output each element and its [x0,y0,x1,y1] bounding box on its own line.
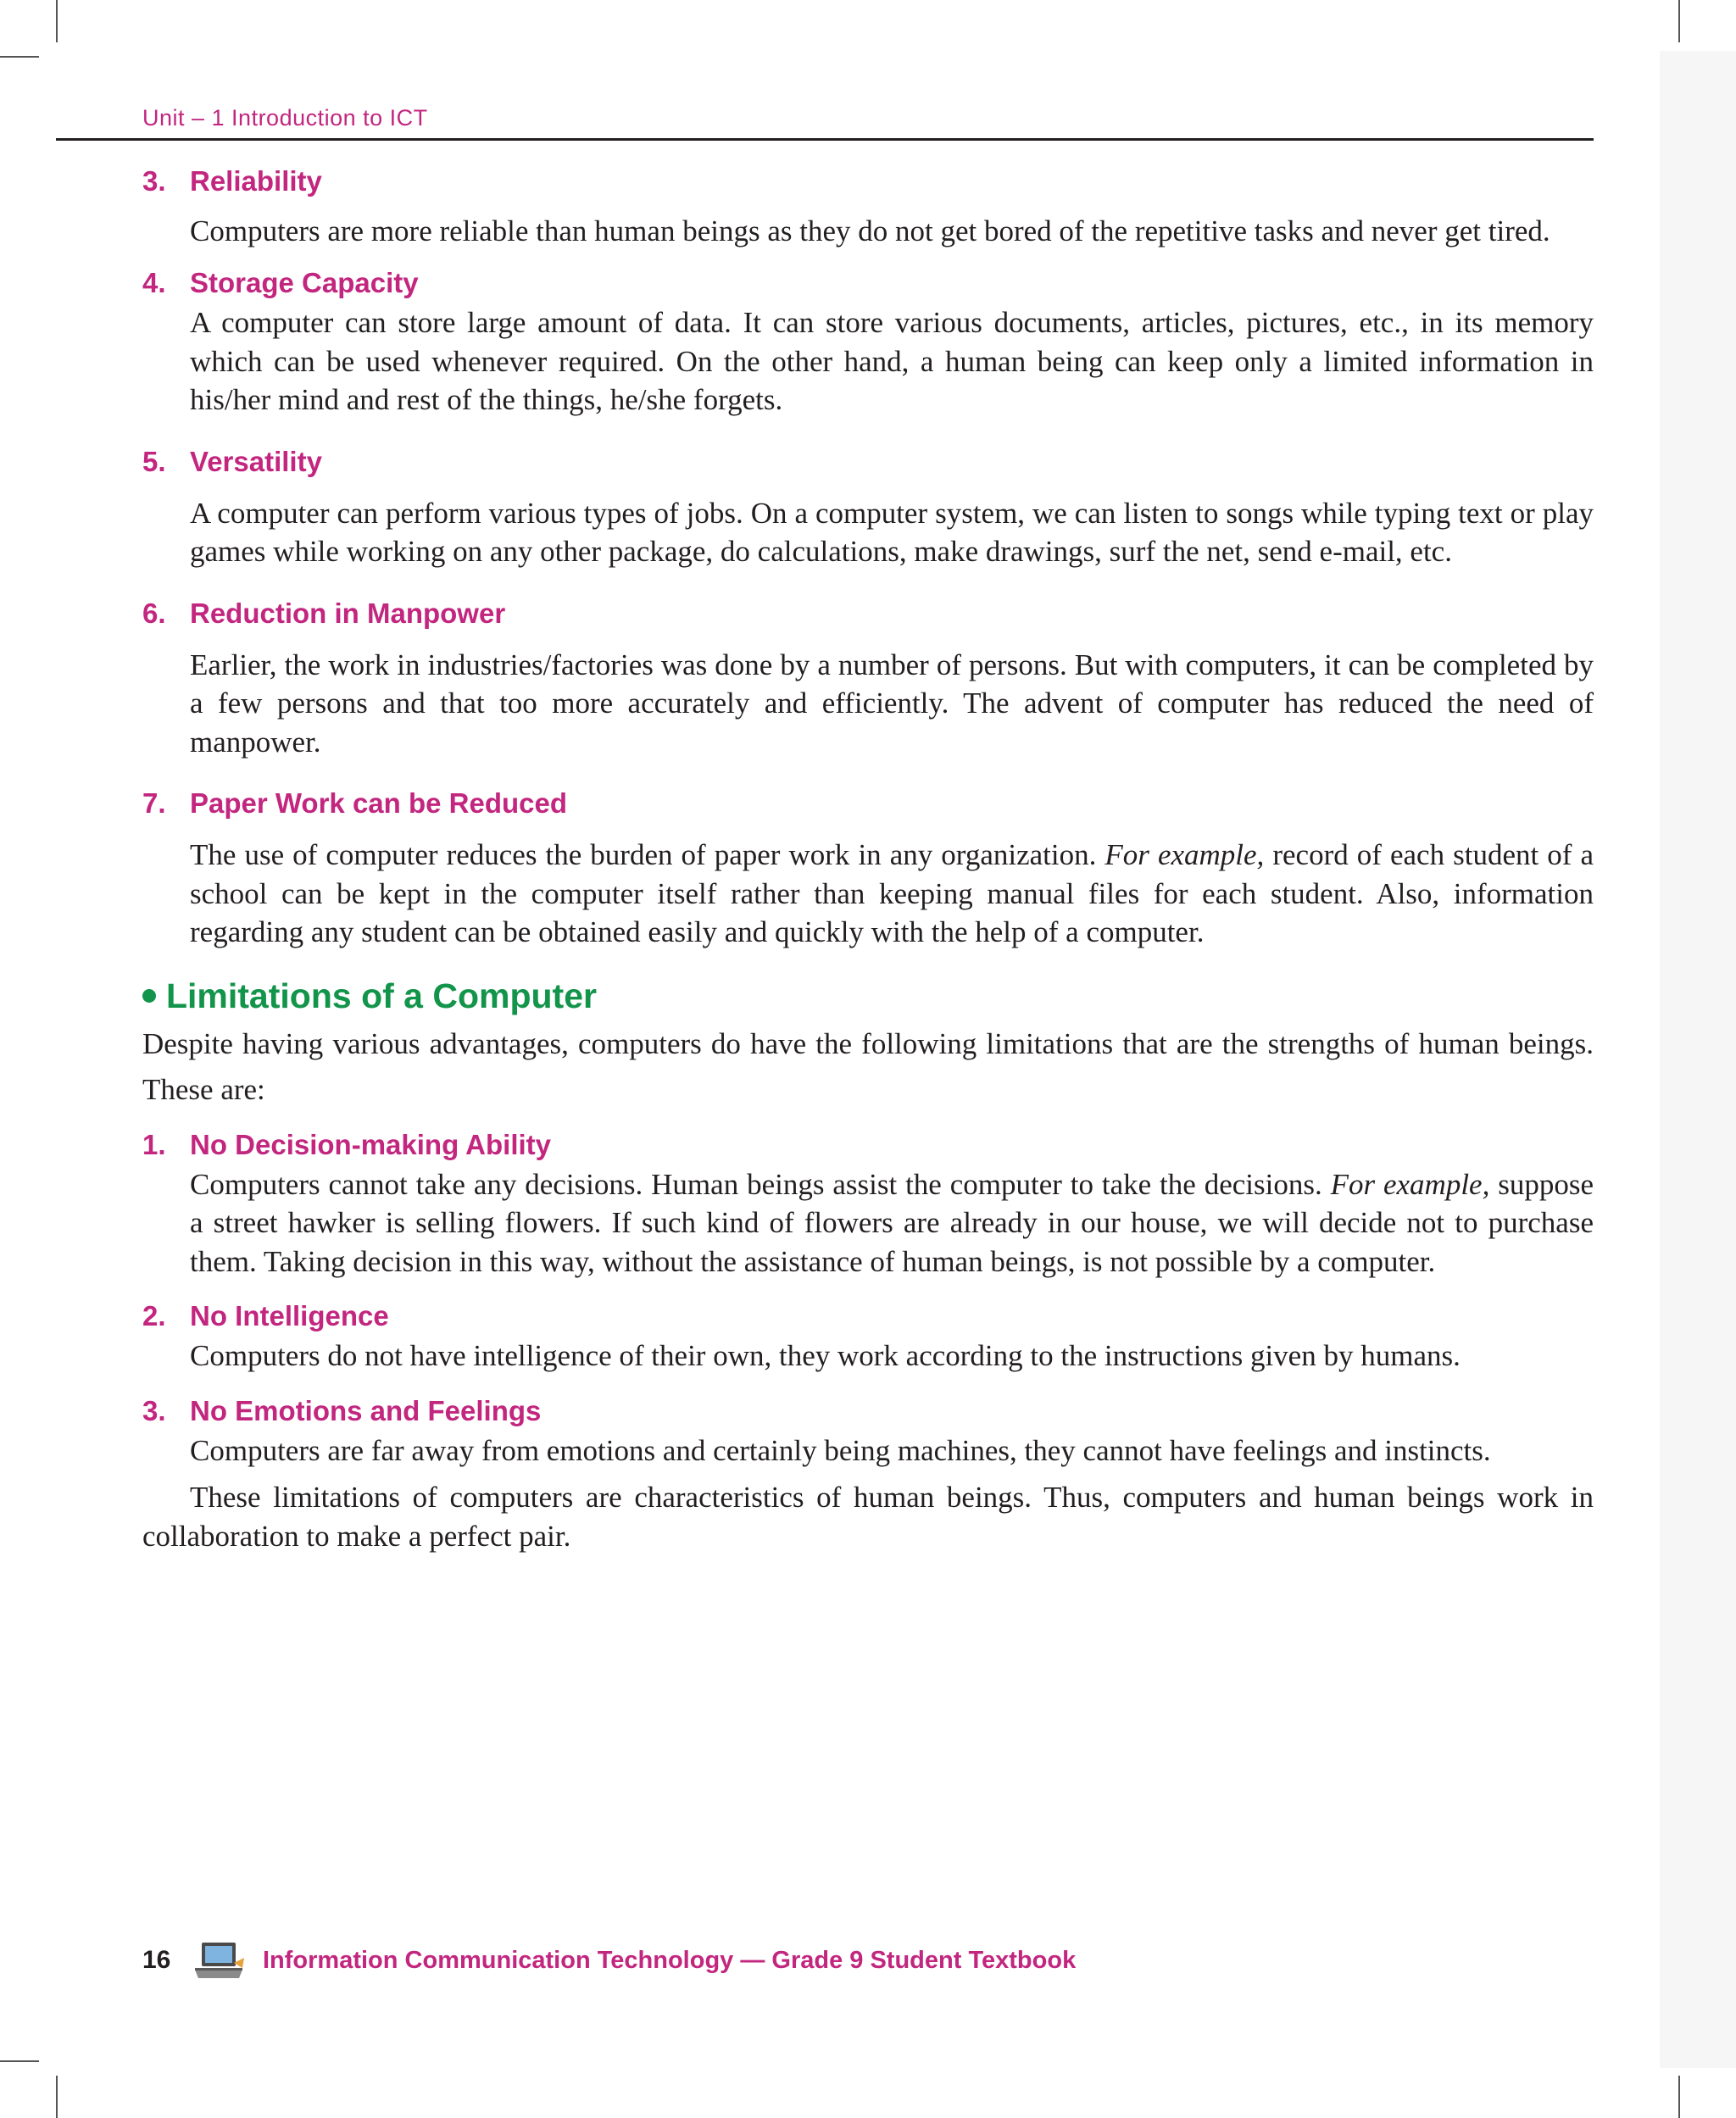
item-text [190,836,1594,952]
crop-mark [0,2060,39,2062]
list-item [142,1391,1594,1470]
item-number: 6. [142,597,166,629]
crop-mark [1678,0,1680,42]
item-heading [142,1125,1594,1165]
item-number: 3. [142,165,166,197]
closing-paragraph: These limitations of computers are characteristics of human beings. Thus, computers and human beings work in collaboration to make a perfect pair. [142,1481,1594,1553]
page-number: 16 [142,1946,171,1974]
page-footer [142,1939,1076,1982]
item-heading [142,1391,1594,1431]
footer-title: Information Communication Technology — Grade 9 Student Textbook [263,1946,1077,1974]
section-heading-text: Limitations of a Computer [166,976,597,1015]
section-intro: Despite having various advantages, computers do have the following limitations that are the strengths of human beings. These are: [142,1026,1594,1106]
list-item [142,783,1594,952]
item-number: 7. [142,787,166,819]
item-text: A computer can perform various types of jobs. On a computer system, we can listen to songs while typing text or play games while working on any other package, do calculations, make drawings, surf the net, send e-mail, etc. [190,496,1594,568]
item-number: 1. [142,1128,166,1160]
header-rule [56,138,1594,141]
item-title: No Intelligence [190,1300,389,1331]
section-heading [142,970,1594,1021]
text-segment: The use of computer reduces the burden of paper work in any organization. [190,838,1105,871]
page-content [142,161,1594,1555]
list-item [142,442,1594,571]
italic-text: For example, [1330,1167,1490,1201]
item-title: Storage Capacity [190,267,419,298]
item-heading [142,593,1594,634]
list-item [142,161,1594,254]
laptop-icon [192,1939,246,1982]
text-segment: Computers cannot take any decisions. Human beings assist the computer to take the decisions. [190,1167,1331,1201]
item-text: Computers are far away from emotions and certainly being machines, they cannot have feelings and instincts. [190,1433,1491,1467]
crop-mark [56,0,58,42]
bullet-icon [142,989,156,1003]
item-title: Reduction in Manpower [190,597,506,629]
item-title: Paper Work can be Reduced [190,787,568,819]
item-text: A computer can store large amount of data. It can store various documents, articles, pictures, etc., in its memory which can be used whenever required. On the other hand, a human being can keep only a limited information in his/her mind and rest of the things, he/she forgets. [190,306,1594,416]
item-number: 3. [142,1394,166,1426]
item-text: Computers are more reliable than human beings as they do not get bored of the repetitive tasks and never get tired. [190,214,1550,247]
item-heading [142,1296,1594,1337]
list-item [142,1125,1594,1281]
item-text: Computers do not have intelligence of their own, they work according to the instructions given by humans. [190,1339,1461,1372]
item-title: Reliability [190,165,322,197]
list-item [142,593,1594,762]
item-text: Earlier, the work in industries/factories was done by a number of persons. But with computers, it can be completed by a few persons and that too more accurately and efficiently. The advent of computer has reduced the need of manpower. [190,648,1594,759]
crop-mark [1678,2076,1680,2118]
list-item [142,263,1594,420]
italic-text: For example, [1104,838,1265,871]
item-heading [142,783,1594,824]
crop-mark [0,56,39,58]
item-text [190,1165,1594,1281]
text-segment: record of each student of a school can be kept in the computer itself rather than keeping manual files for each student. Also, information regarding any student can be obtained easily and quickly with the help of a computer. [190,838,1594,948]
text-segment: suppose a street hawker is selling flowers. If such kind of flowers are already in our house, we will decide not to purchase them. Taking decision in this way, without the assistance of human beings, is not possible by a computer. [190,1167,1594,1278]
crop-mark [56,2076,58,2118]
list-item [142,1296,1594,1376]
item-number: 5. [142,445,166,477]
item-number: 2. [142,1300,166,1331]
page-edge-shade [1660,51,1736,2068]
running-head: Unit – 1 Introduction to ICT [142,105,428,131]
item-title: Versatility [190,445,322,477]
item-title: No Emotions and Feelings [190,1394,542,1426]
item-heading [142,442,1594,482]
item-heading [142,161,1594,202]
item-title: No Decision-making Ability [190,1128,552,1160]
item-number: 4. [142,267,166,298]
item-heading [142,263,1594,303]
